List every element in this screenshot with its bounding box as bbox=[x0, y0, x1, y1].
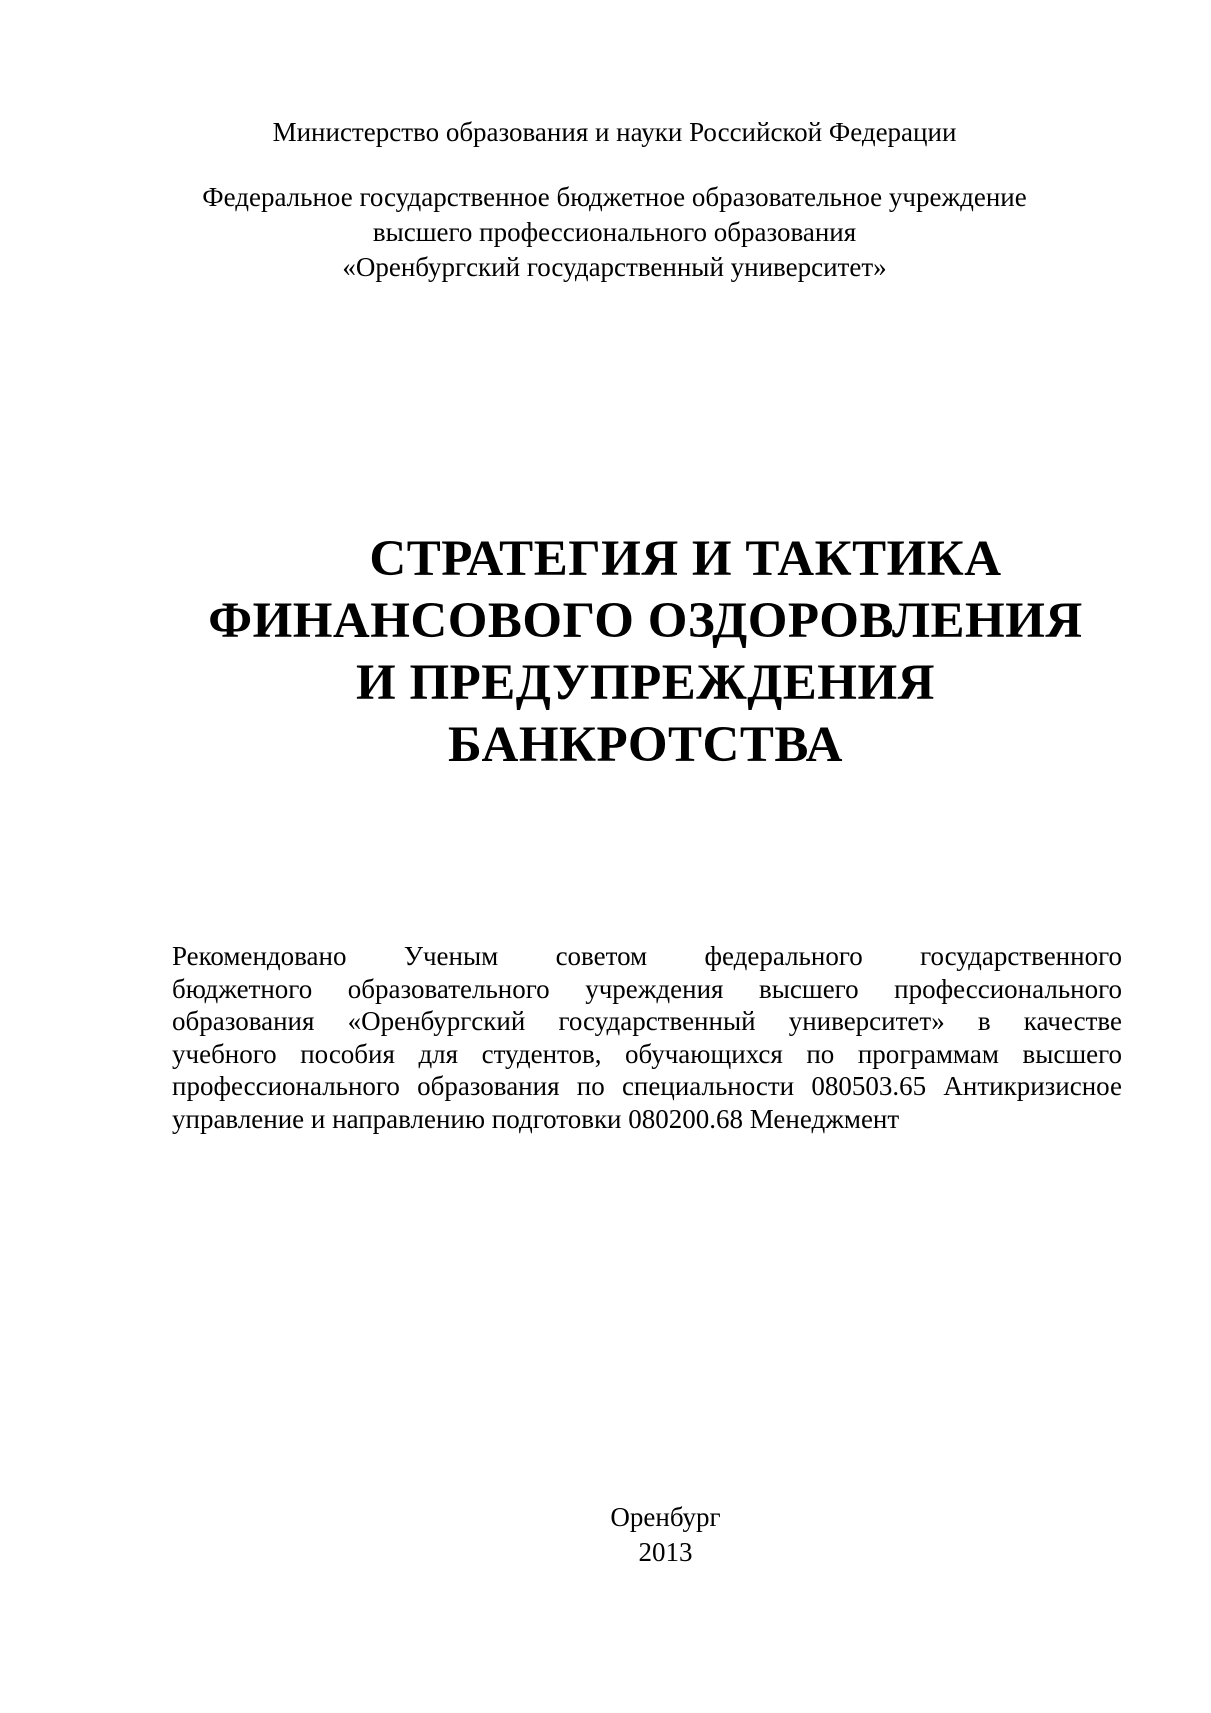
imprint bbox=[0, 1500, 1211, 1570]
title-line: И ПРЕДУПРЕЖДЕНИЯ bbox=[356, 655, 935, 711]
institution-line: Федеральное государственное бюджетное образовательное учреждение bbox=[202, 182, 1027, 212]
recommendation-line: Рекомендовано Ученым советом федерального государственного bbox=[172, 941, 1122, 971]
title-line: ФИНАНСОВОГО ОЗДОРОВЛЕНИЯ bbox=[208, 593, 1083, 649]
recommendation-line: образования «Оренбургский государственный университет» в качестве bbox=[172, 1006, 1122, 1036]
title-line: БАНКРОТСТВА bbox=[447, 717, 844, 773]
institution-line: «Оренбургский государственный университет» bbox=[342, 252, 887, 282]
recommendation-line: управление и направлению подготовки 080200.68 Менеджмент bbox=[172, 1103, 900, 1134]
ministry-name: Министерство образования и науки Российской Федерации bbox=[272, 117, 957, 147]
title-line: СТРАТЕГИЯ И ТАКТИКА bbox=[369, 531, 1002, 587]
recommendation-line: бюджетного образовательного учреждения высшего профессионального bbox=[172, 973, 1122, 1004]
imprint-city: Оренбург bbox=[610, 1502, 721, 1532]
imprint-year: 2013 bbox=[638, 1537, 693, 1567]
institution-name bbox=[0, 180, 1211, 285]
recommendation-line: профессионального образования по специальности 080503.65 Антикризисное bbox=[172, 1071, 1122, 1101]
recommendation-line: учебного пособия для студентов, обучающихся по программам высшего bbox=[172, 1038, 1122, 1069]
recommendation-paragraph bbox=[172, 940, 1122, 1135]
document-title bbox=[0, 528, 1211, 776]
institution-line: высшего профессионального образования bbox=[372, 217, 857, 247]
